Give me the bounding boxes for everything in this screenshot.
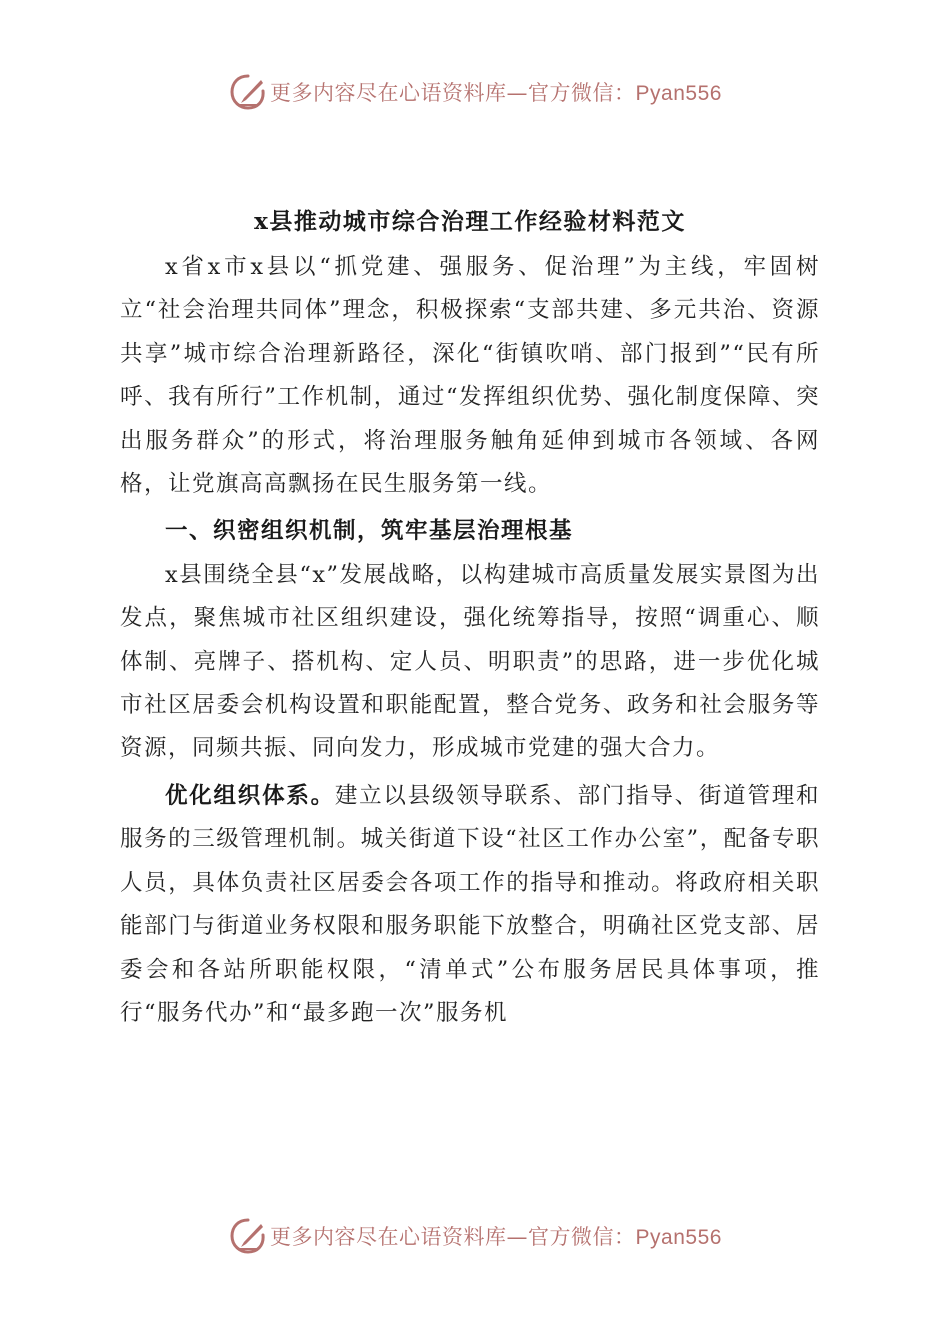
header-banner-wechat-id: Pyan556: [635, 82, 722, 105]
pen-logo-icon: [228, 1216, 268, 1256]
pen-logo-icon: [228, 72, 268, 112]
document-title: x县推动城市综合治理工作经验材料范文: [254, 208, 686, 235]
section-heading: 一、织密组织机制，筑牢基层治理根基: [165, 518, 574, 545]
footer-banner-text: [270, 1221, 722, 1251]
header-banner-text: [270, 77, 722, 107]
subpoint-paragraph: [120, 775, 820, 1035]
header-banner: [0, 68, 950, 116]
intro-paragraph: x省x市x县以“抓党建、强服务、促治理”为主线，牢固树立“社会治理共同体”理念，积极探索“支部共建、多元共治、资源共享”城市综合治理新路径，深化“街镇吹哨、部门报到”“民有所呼、我有所行”工作机制，通过“发挥组织优势、强化制度保障、突出服务群众”的形式，将治理服务触角延伸到城市各领域、各网格，让党旗高高飘扬在民生服务第一线。: [120, 254, 820, 498]
subpoint-lead: 优化组织体系。: [165, 782, 335, 809]
header-banner-label: 更多内容尽在心语资料库—官方微信：: [270, 81, 636, 105]
document-body: [120, 198, 820, 1035]
footer-banner-wechat-id: Pyan556: [635, 1226, 722, 1249]
section-paragraph: x县围绕全县“x”发展战略，以构建城市高质量发展实景图为出发点，聚焦城市社区组织建设，强化统筹指导，按照“调重心、顺体制、亮牌子、搭机构、定人员、明职责”的思路，进一步优化城市社区居委会机构设置和职能配置，整合党务、政务和社会服务等资源，同频共振、同向发力，形成城市党建的强大合力。: [120, 561, 820, 762]
subpoint-body: 建立以县级领导联系、部门指导、街道管理和服务的三级管理机制。城关街道下设“社区工作办公室”，配备专职人员，具体负责社区居委会各项工作的指导和推动。将政府相关职能部门与街道业务权限和服务职能下放整合，明确社区党支部、居委会和各站所职能权限，“清单式”公布服务居民具体事项，推行“服务代办”和“最多跑一次”服务机: [120, 782, 820, 1026]
footer-banner: [0, 1212, 950, 1260]
footer-banner-label: 更多内容尽在心语资料库—官方微信：: [270, 1225, 636, 1249]
